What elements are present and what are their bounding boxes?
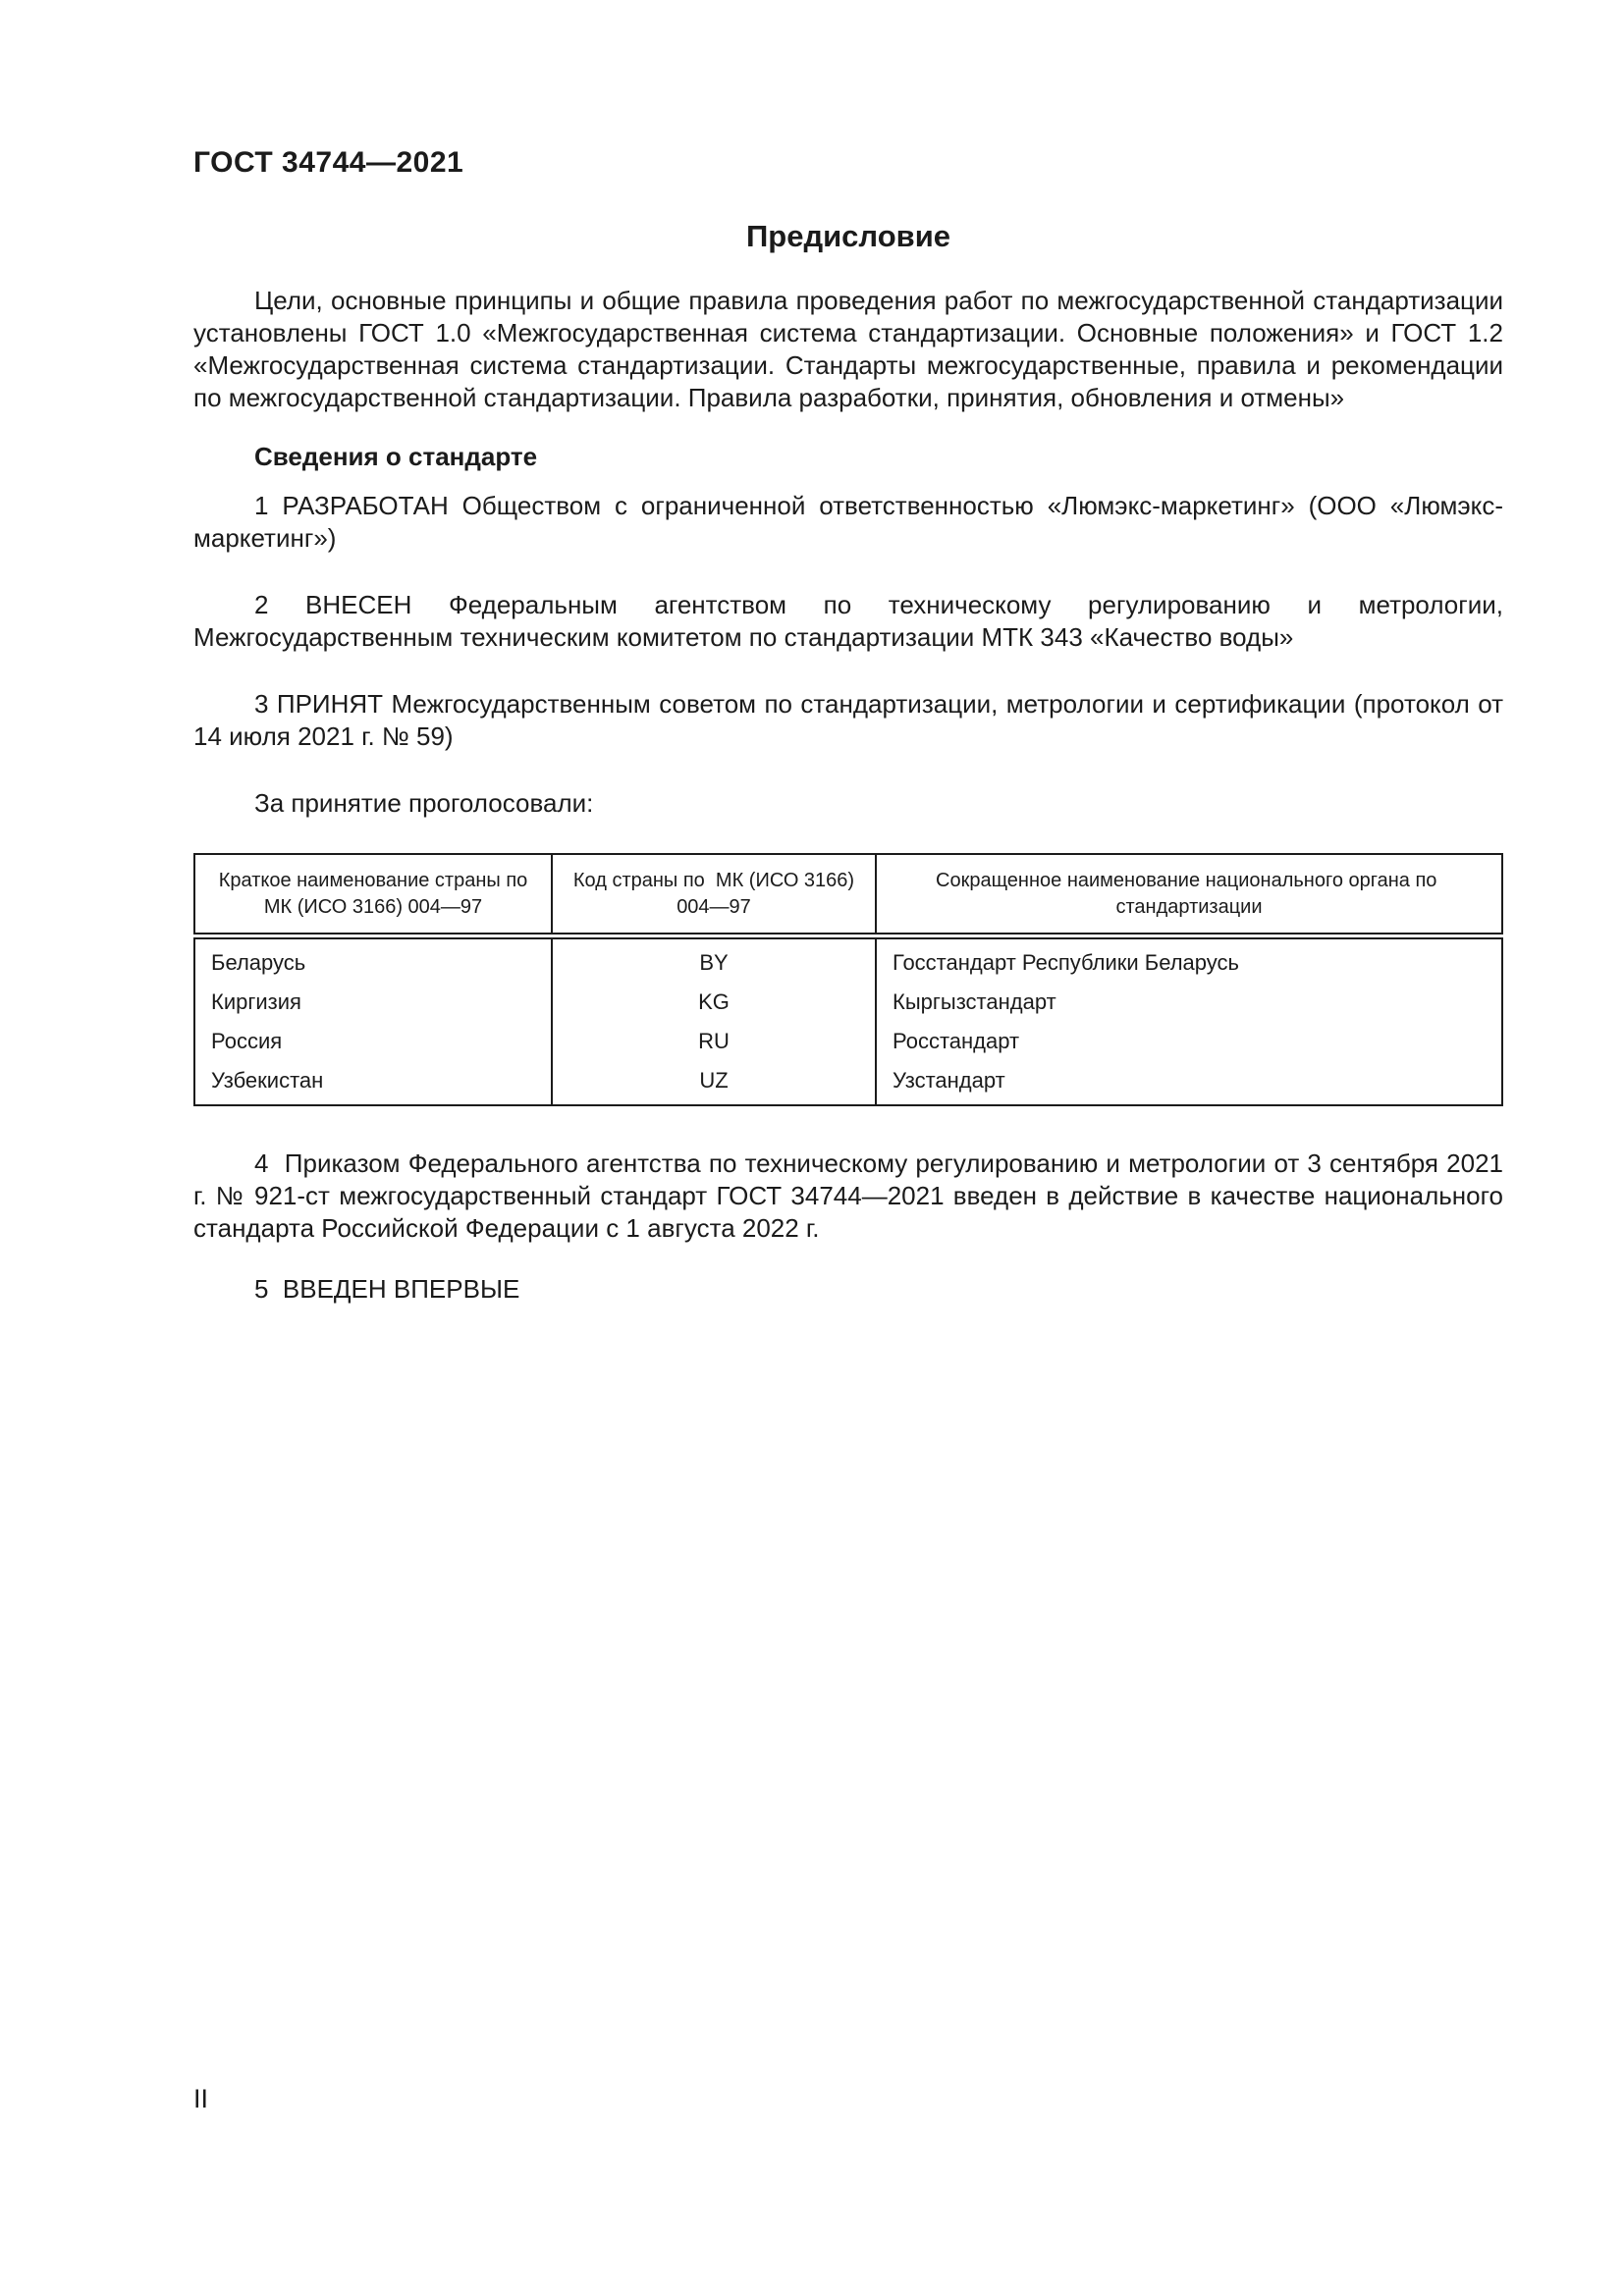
voting-table-body <box>193 937 1503 1106</box>
table-cell-country: Киргизия <box>211 989 301 1014</box>
table-cell-national-body: Кыргызстандарт <box>893 989 1056 1014</box>
table-column-national-body <box>877 939 1501 1104</box>
running-header: ГОСТ 34744—2021 <box>193 146 464 179</box>
table-cell-national-body: Росстандарт <box>893 1029 1020 1053</box>
table-cell-code: KG <box>698 989 730 1014</box>
table-column-code <box>553 939 877 1104</box>
foreword-item-submitted: 2 ВНЕСЕН Федеральным агентством по техническому регулированию и метрологии, Межгосударственным техническим комитетом по стандартизации МТК 343 «Качество воды» <box>193 590 1503 652</box>
page-title: Предисловие <box>745 219 950 253</box>
foreword-item-developed: 1 РАЗРАБОТАН Обществом с ограниченной ответственностью «Люмэкс-маркетинг» (ООО «Люмэкс-маркетинг») <box>193 491 1503 553</box>
standard-info-heading: Сведения о стандарте <box>254 442 538 471</box>
table-header-country-code: Код страны по МК (ИСО 3166) 004—97 <box>553 855 877 933</box>
table-cell-country: Россия <box>211 1029 283 1053</box>
page-number: II <box>193 2084 209 2113</box>
table-cell-national-body: Госстандарт Республики Беларусь <box>893 950 1239 975</box>
page-content <box>193 145 1503 1306</box>
table-cell-national-body: Узстандарт <box>893 1068 1005 1093</box>
foreword-item-first-introduced: 5 ВВЕДЕН ВПЕРВЫЕ <box>254 1274 520 1304</box>
intro-paragraph: Цели, основные принципы и общие правила проведения работ по межгосударственной стандартизации установлены ГОСТ 1.0 «Межгосударственная система стандартизации. Основные положения» и ГОСТ 1.2 «Межгосударственная система стандартизации. Стандарты межгосударственные, правила и рекомендации по межгосударственной стандартизации. Правила разработки, принятия, обновления и отмены» <box>193 286 1503 412</box>
table-header-country: Краткое наименование страны по МК (ИСО 3166) 004—97 <box>195 855 553 933</box>
table-cell-code: RU <box>698 1029 730 1053</box>
foreword-item-order: 4 Приказом Федерального агентства по техническому регулированию и метрологии от 3 сентября 2021 г. № 921-ст межгосударственный стандарт ГОСТ 34744—2021 введен в действие в качестве национального стандарта Российской Федерации с 1 августа 2022 г. <box>193 1148 1503 1243</box>
table-cell-code: BY <box>699 950 729 975</box>
voting-lead: За принятие проголосовали: <box>254 788 594 818</box>
foreword-item-adopted: 3 ПРИНЯТ Межгосударственным советом по стандартизации, метрологии и сертификации (протокол от 14 июля 2021 г. № 59) <box>193 689 1503 751</box>
voting-table-header-row <box>193 853 1503 934</box>
table-cell-code: UZ <box>699 1068 729 1093</box>
voting-table <box>193 853 1503 1106</box>
table-column-country <box>195 939 553 1104</box>
table-cell-country: Узбекистан <box>211 1068 324 1093</box>
table-header-national-body: Сокращенное наименование национального органа по стандартизации <box>936 869 1442 918</box>
table-cell-country: Беларусь <box>211 950 306 975</box>
